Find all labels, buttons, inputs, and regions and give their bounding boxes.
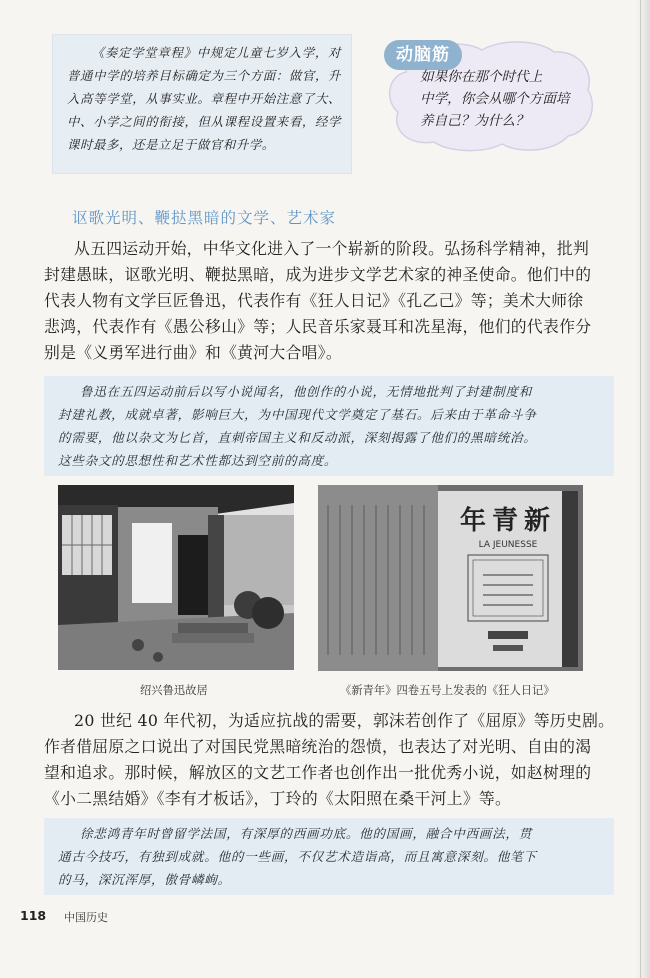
new-youth-magazine-photo: [318, 485, 583, 671]
paragraph-line: 作者借屈原之口说出了对国民党黑暗统治的怨愤，也表达了对光明、自由的渴: [44, 737, 592, 756]
paragraph-line: 20 世纪 40 年代初，为适应抗战的需要，郭沫若创作了《屈原》等历史剧。: [74, 711, 615, 730]
paragraph-line: 从五四运动开始，中华文化进入了一个崭新的阶段。弘扬科学精神，批判: [74, 239, 590, 258]
think-line: 养自己？为什么？: [420, 113, 529, 129]
think-cloud: [378, 36, 596, 154]
info-line: 封建礼教，成就卓著，影响巨大，为中国现代文学奠定了基石。后来由于革命斗争: [58, 407, 537, 422]
think-line: 中学，你会从哪个方面培: [420, 91, 570, 107]
think-line: 如果你在那个时代上: [420, 69, 543, 85]
body-paragraph-1: [44, 236, 602, 366]
magazine-subtitle: LA JEUNESSE: [478, 540, 538, 550]
paragraph-line: 悲鸿，代表作有《愚公移山》等；人民音乐家聂耳和冼星海，他们的代表作分: [44, 317, 592, 336]
paragraph-line: 望和追求。那时候，解放区的文艺工作者也创作出一批优秀小说，如赵树理的: [44, 763, 592, 782]
info-line: 通古今技巧，有独到成就。他的一些画，不仅艺术造诣高，而且寓意深刻。他笔下: [58, 849, 537, 864]
study-note-box: [52, 34, 352, 174]
page-number: 118: [20, 908, 47, 923]
paragraph-line: 封建愚昧，讴歌光明、鞭挞黑暗，成为进步文学艺术家的神圣使命。他们中的: [44, 265, 592, 284]
think-tag: 动脑筋: [384, 40, 462, 70]
info-line: 徐悲鸿青年时曾留学法国，有深厚的西画功底。他的国画，融合中西画法，贯: [80, 826, 532, 841]
info-line: 的需要，他以杂文为匕首，直刺帝国主义和反动派，深刻揭露了他们的黑暗统治。: [58, 430, 537, 445]
left-photo-caption: 绍兴鲁迅故居: [140, 684, 208, 697]
luxun-house-photo: [58, 485, 294, 670]
paragraph-line: 代表人物有文学巨匠鲁迅，代表作有《狂人日记》《孔乙己》等；美术大师徐: [44, 291, 584, 310]
section-title: 讴歌光明、鞭挞黑暗的文学、艺术家: [72, 209, 337, 227]
info-line: 鲁迅在五四运动前后以写小说闻名，他创作的小说，无情地批判了封建制度和: [80, 384, 532, 399]
luxun-info-box: [44, 376, 614, 476]
magazine-title: 年青新: [459, 506, 557, 536]
think-question: [420, 66, 588, 132]
study-note-text: 《奏定学堂章程》中规定儿童七岁入学，对普通中学的培养目标确定为三个方面：做官，升入高等学堂，从事实业。章程中开始注意了大、中、小学之间的衔接，但从课程设置来看，经学课时最多，还是立足于做官和升学。: [67, 45, 341, 152]
info-line: 的马，深沉浑厚，傲骨嶙峋。: [58, 872, 231, 887]
book-title: 中国历史: [64, 911, 108, 924]
body-paragraph-2: [44, 708, 615, 812]
info-line: 这些杂文的思想性和艺术性都达到空前的高度。: [58, 453, 338, 468]
page-edge: [636, 0, 650, 978]
paragraph-line: 《小二黑结婚》《李有才板话》，丁玲的《太阳照在桑干河上》等。: [44, 789, 512, 808]
right-photo-caption: 《新青年》四卷五号上发表的《狂人日记》: [340, 684, 555, 697]
xubeihong-info-box: [44, 818, 614, 895]
paragraph-line: 别是《义勇军进行曲》和《黄河大合唱》。: [44, 343, 342, 362]
